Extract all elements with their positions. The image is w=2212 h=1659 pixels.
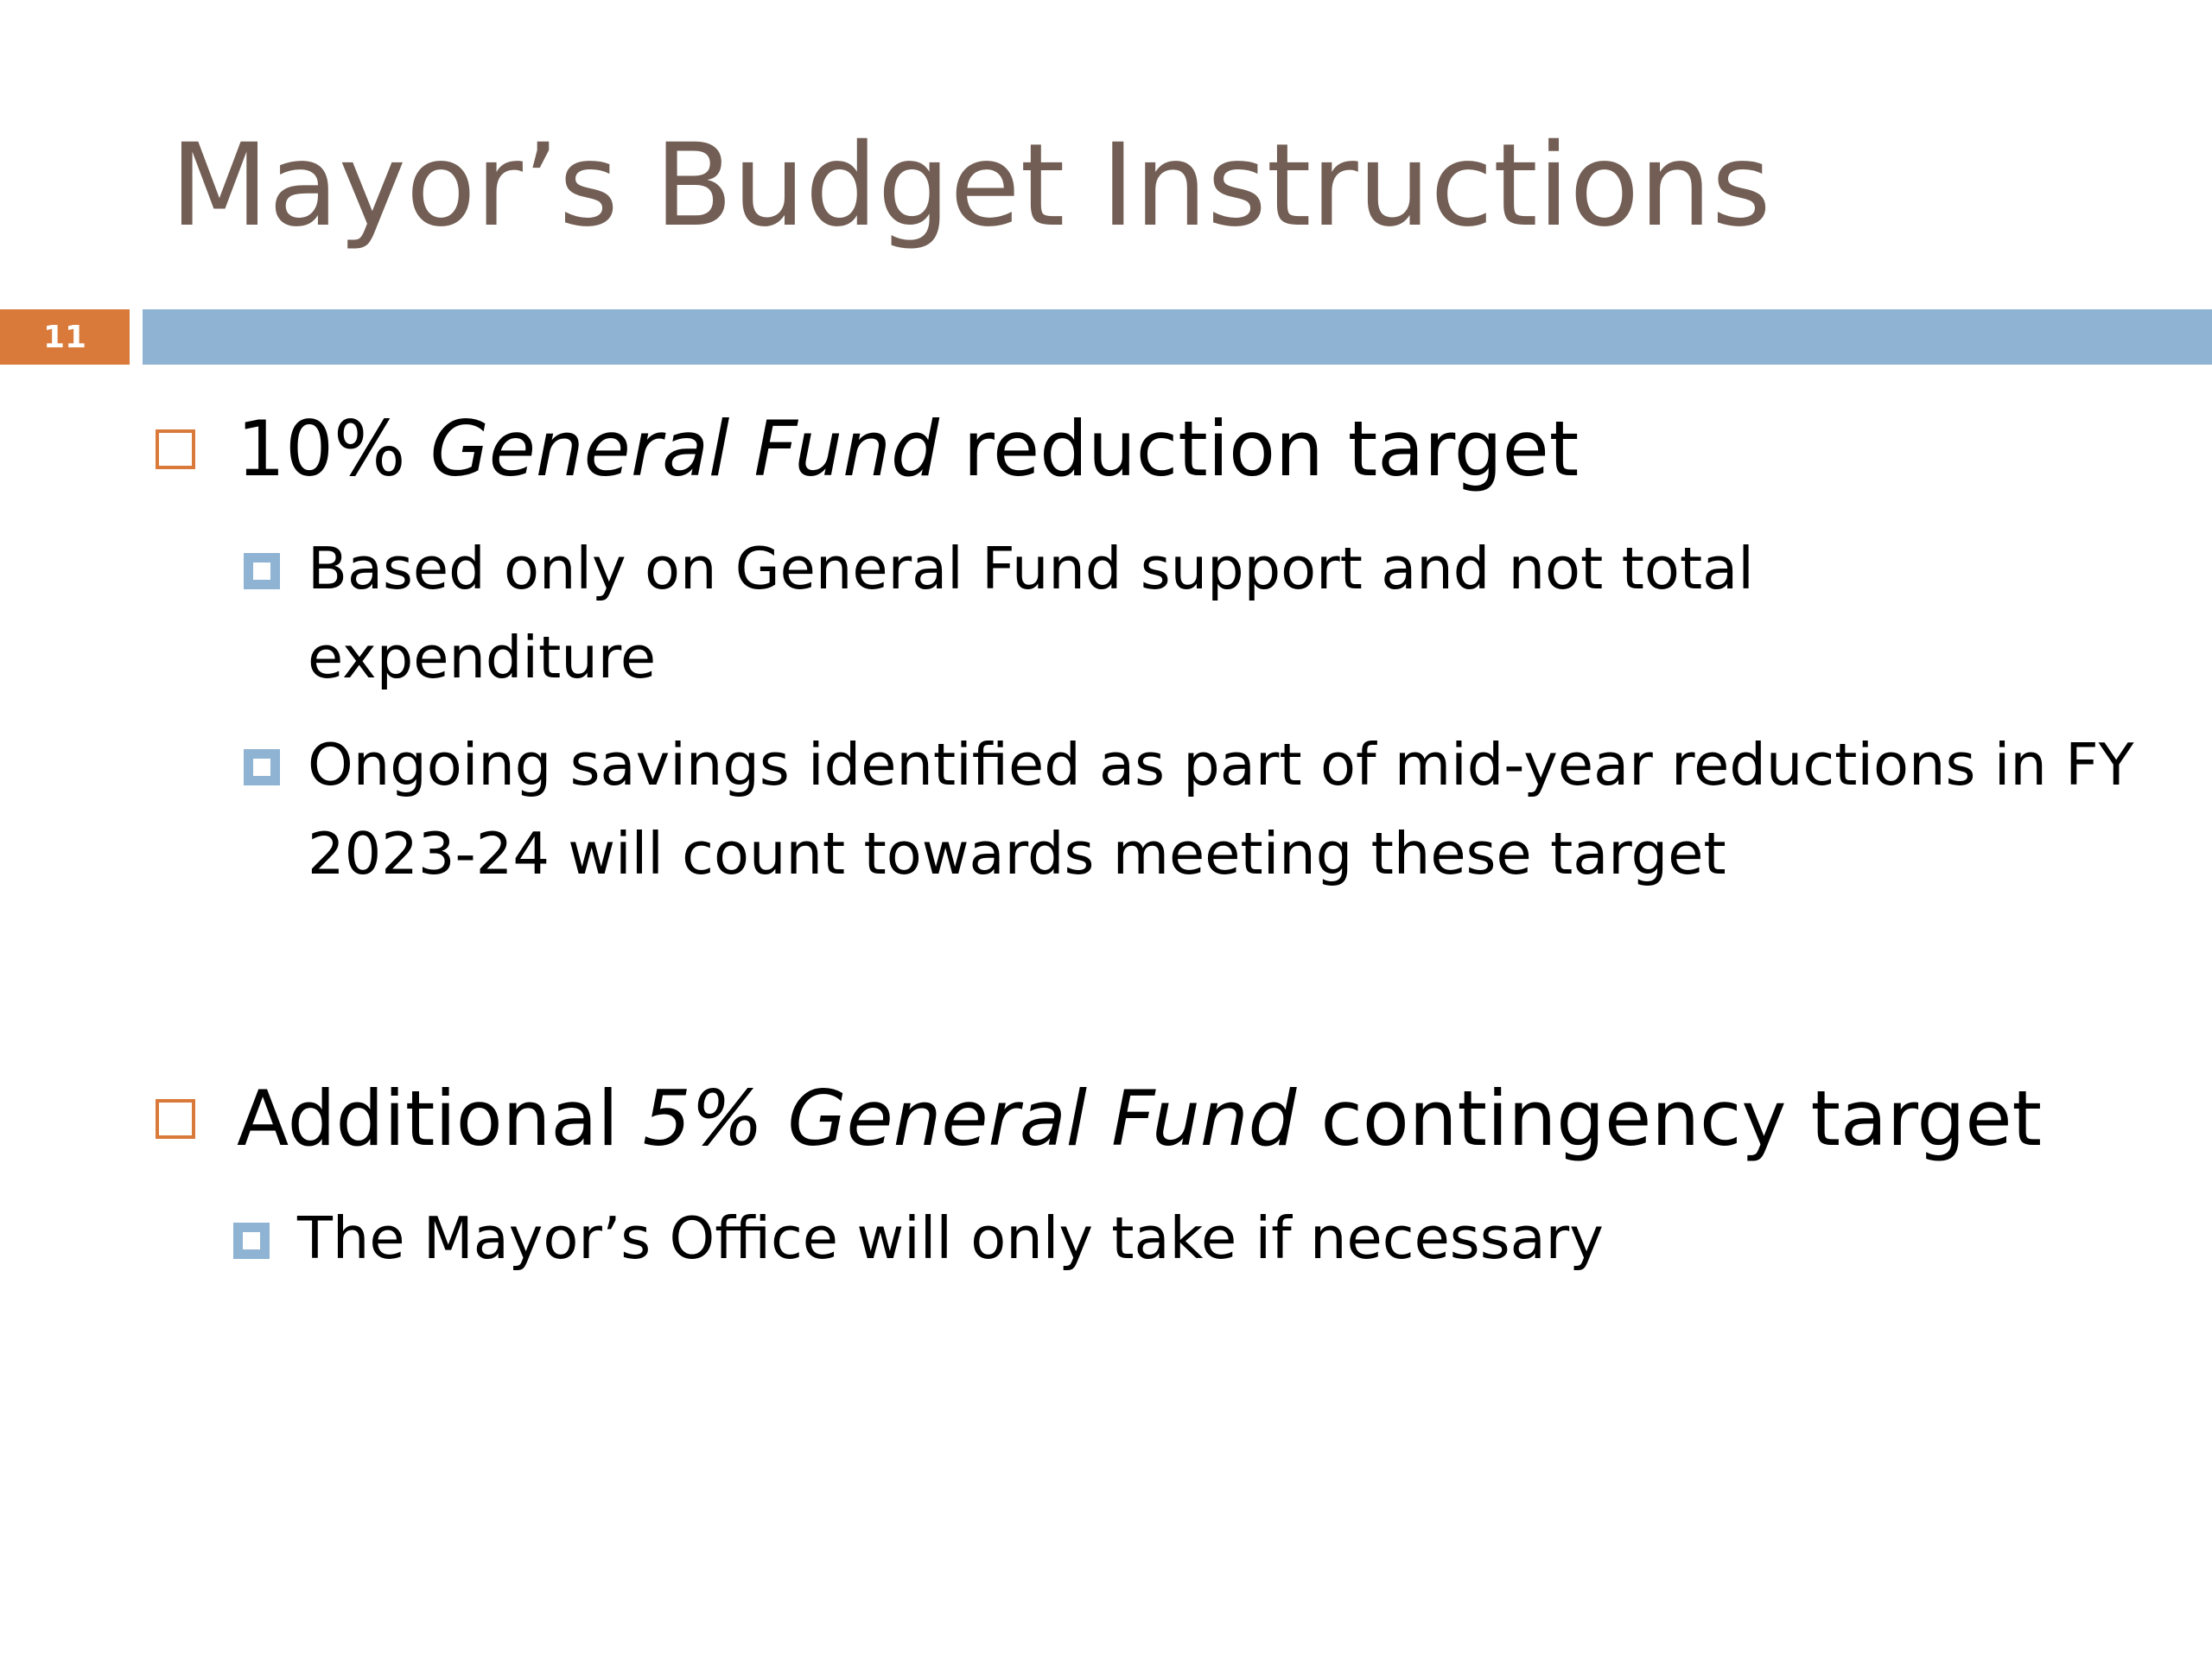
slide-number-badge bbox=[0, 309, 130, 365]
sub-bullet-icon bbox=[244, 553, 280, 589]
square-bullet-icon bbox=[156, 1099, 195, 1139]
sub-bullet-general-fund-basis bbox=[244, 524, 2127, 702]
bullet-text bbox=[237, 402, 1579, 497]
bullet-contingency-target bbox=[156, 1071, 2042, 1166]
header-divider-bar bbox=[143, 309, 2212, 365]
bullet-text-emphasis: General Fund bbox=[429, 404, 939, 493]
sub-bullet-icon bbox=[233, 1223, 270, 1259]
bullet-text bbox=[237, 1071, 2042, 1166]
bullet-text-part: 10% bbox=[237, 404, 430, 493]
bullet-text-part: reduction target bbox=[938, 404, 1580, 493]
bullet-text-part: Additional bbox=[237, 1074, 643, 1163]
sub-bullet-text: Ongoing savings identified as part of mid-year reductions in FY 2023-24 will count towards meeting these target bbox=[308, 731, 2134, 887]
slide-number: 11 bbox=[42, 319, 87, 355]
square-bullet-icon bbox=[156, 429, 195, 469]
sub-bullet-text: The Mayor’s Office will only take if necessary bbox=[297, 1205, 1604, 1272]
sub-bullet-text: Based only on General Fund support and not total expenditure bbox=[308, 535, 1754, 691]
sub-bullet-icon bbox=[244, 749, 280, 785]
slide-title: Mayor’s Budget Instructions bbox=[170, 119, 1771, 252]
sub-bullet-mayors-office bbox=[233, 1194, 2160, 1283]
bullet-reduction-target bbox=[156, 402, 1579, 497]
bullet-text-emphasis: 5% General Fund bbox=[642, 1074, 1297, 1163]
bullet-text-part: contingency target bbox=[1296, 1074, 2043, 1163]
sub-bullet-ongoing-savings bbox=[244, 721, 2171, 899]
